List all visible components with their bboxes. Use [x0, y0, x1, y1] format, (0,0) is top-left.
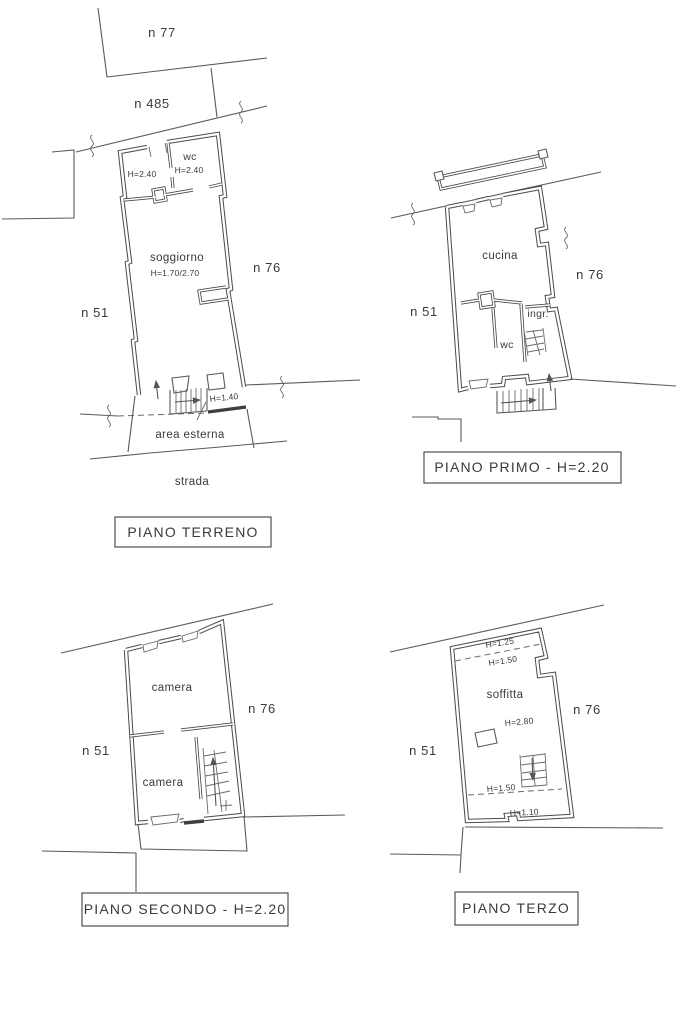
ground-lines [465, 827, 663, 828]
internal-winder-stairs [520, 753, 547, 787]
room-label-camera-lower: camera [142, 777, 184, 789]
floorplan-piano-terzo [390, 605, 663, 925]
parcel-boundary-lines [391, 172, 601, 249]
window-reveal [469, 379, 488, 389]
parcel-label-n76: n 76 [573, 702, 601, 717]
height-label-125: H=1.25 [484, 635, 515, 650]
chimney [475, 729, 497, 747]
room-label-soggiorno: soggiorno [149, 252, 205, 264]
parcel-boundary-lines [2, 8, 267, 219]
street-edge [90, 441, 287, 459]
parcel-label-n77: n 77 [148, 25, 176, 40]
room-label-ingresso: ingr. [527, 308, 549, 320]
height-label-110: H=1.10 [509, 806, 539, 818]
parcel-label-n485: n 485 [134, 96, 170, 111]
height-label-room: H=2.40 [127, 169, 157, 179]
height-label-wc: H=2.40 [174, 165, 204, 175]
parcel-label-n51: n 51 [81, 305, 109, 320]
height-label-150-top: H=1.50 [487, 653, 518, 668]
break-mark [565, 227, 568, 249]
room-label-soffitta: soffitta [486, 689, 524, 701]
parcel-label-n76: n 76 [253, 260, 281, 275]
title-piano-terzo: PIANO TERZO [462, 900, 570, 916]
title-piano-terreno: PIANO TERRENO [127, 524, 259, 540]
title-box-piano-terreno [115, 517, 271, 547]
area-esterna-label: area esterna [155, 429, 225, 441]
building-walls [447, 188, 570, 390]
up-arrow [156, 381, 158, 399]
retaining-edge [208, 407, 246, 412]
window-reveal [151, 814, 179, 825]
title-box-piano-primo [424, 452, 621, 483]
terzo-texts [409, 636, 601, 818]
window-reveal [463, 204, 475, 213]
title-box-piano-terzo [455, 892, 578, 925]
ground-lines [412, 379, 676, 442]
balcony [434, 149, 548, 189]
window-reveal [490, 198, 502, 207]
title-piano-primo: PIANO PRIMO - H=2.20 [434, 459, 610, 475]
break-mark [281, 376, 284, 398]
room-label-wc: wc [500, 339, 514, 351]
parcel-label-n76: n 76 [576, 267, 604, 282]
room-label-wc: wc [183, 151, 197, 163]
floorplan-piano-secondo [42, 604, 345, 926]
break-mark [91, 135, 94, 157]
window-reveal [143, 641, 158, 652]
building-walls [126, 622, 243, 825]
internal-winder-stairs [524, 328, 546, 356]
parcel-label-n76: n 76 [248, 701, 276, 716]
entrance-door-ticks [149, 143, 167, 157]
down-arrow [532, 758, 533, 780]
front-pillars [172, 373, 225, 393]
title-piano-secondo: PIANO SECONDO - H=2.20 [83, 901, 287, 917]
room-label-camera-upper: camera [151, 682, 193, 694]
room-label-cucina: cucina [482, 250, 518, 262]
title-box-piano-secondo [82, 893, 288, 926]
floorplan-piano-primo [391, 149, 676, 483]
height-label-150-low: H=1.50 [486, 782, 516, 794]
parcel-label-n51: n 51 [409, 743, 437, 758]
height-label-stairs: H=1.40 [209, 391, 239, 404]
terreno-texts [81, 25, 281, 488]
floorplan-piano-terreno [2, 8, 360, 547]
parcel-label-n51: n 51 [82, 743, 110, 758]
height-label-soggiorno: H=1.70/2.70 [150, 268, 200, 278]
stair-direction-arrow [501, 400, 536, 403]
parcel-label-n51: n 51 [410, 304, 438, 319]
secondo-texts [82, 682, 276, 789]
window-reveal [182, 631, 198, 642]
street-label: strada [174, 476, 210, 488]
break-mark [412, 203, 415, 225]
height-label-280: H=2.80 [504, 715, 534, 728]
door-sill [184, 821, 204, 823]
